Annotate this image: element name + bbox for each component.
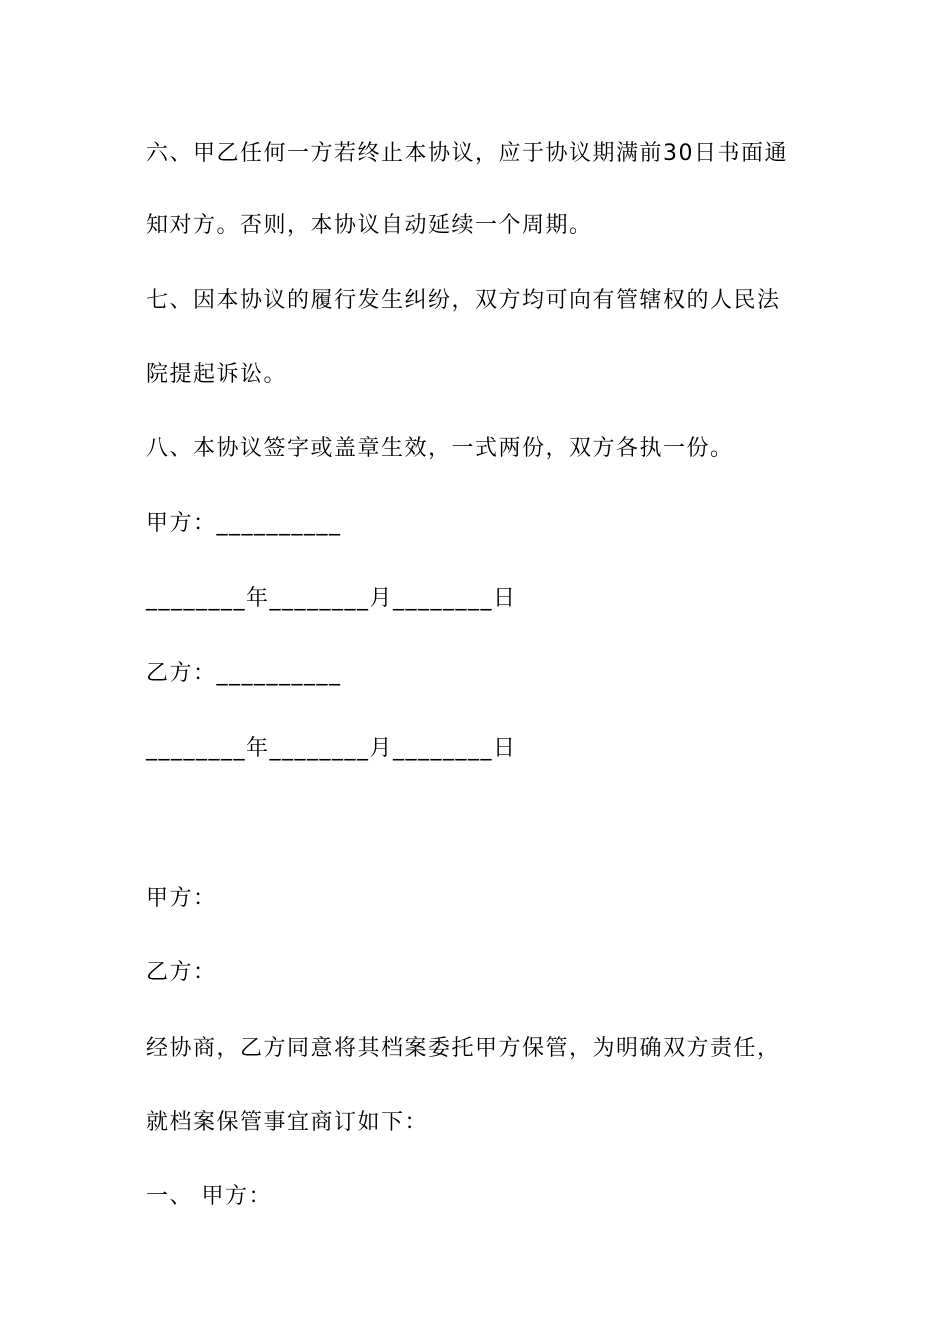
clause-7-line-1: 七、因本协议的履行发生纠纷，双方均可向有管辖权的人民法 (146, 288, 781, 313)
clause-6-line-2: 知对方。否则，本协议自动延续一个周期。 (146, 213, 593, 238)
preamble-line-1: 经协商，乙方同意将其档案委托甲方保管，为明确双方责任， (146, 1036, 781, 1061)
preamble-line-2: 就档案保管事宜商订如下： (146, 1110, 429, 1135)
party-a-signature: 甲方：__________ (146, 511, 342, 536)
clause-8: 八、本协议签字或盖章生效，一式两份，双方各执一份。 (146, 436, 734, 461)
party-b-date: ________年________月________日 (146, 736, 517, 761)
section-1-heading: 一、 甲方： (146, 1184, 272, 1209)
clause-7-line-2: 院提起诉讼。 (146, 362, 288, 387)
party-b-label: 乙方： (146, 960, 217, 985)
party-a-label: 甲方： (146, 886, 217, 911)
clause-6-line-1: 六、甲乙任何一方若终止本协议，应于协议期满前30日书面通 (146, 141, 788, 166)
party-a-date: ________年________月________日 (146, 586, 517, 611)
party-b-signature: 乙方：__________ (146, 661, 342, 686)
